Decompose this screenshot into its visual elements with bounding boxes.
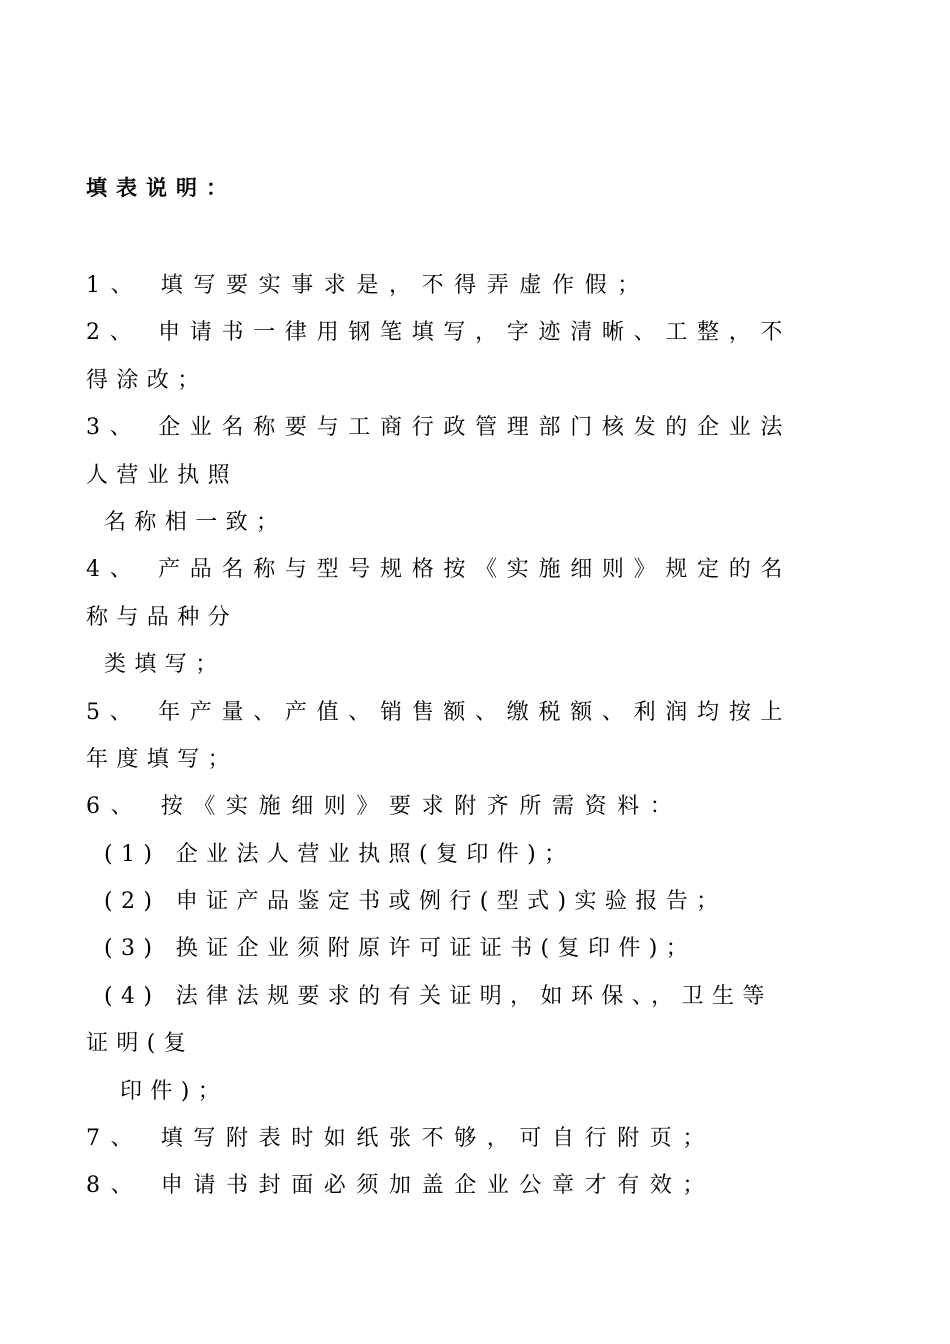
instruction-line-3-cont2: 名称相一致； bbox=[104, 509, 287, 535]
instructions-page bbox=[86, 168, 856, 1210]
instruction-line-2-cont: 得涂改； bbox=[86, 367, 208, 393]
instruction-line-1: 1、 填写要实事求是，不得弄虚作假； bbox=[86, 273, 650, 298]
instructions-heading: 填表说明： bbox=[86, 176, 236, 200]
instruction-line-5: 5、 年产量、产值、销售额、缴税额、利润均按上 bbox=[86, 699, 793, 725]
attachment-item-4-cont2: 印件)； bbox=[120, 1078, 229, 1104]
instruction-line-3-cont: 人营业执照 bbox=[86, 462, 239, 488]
attachment-item-4-cont: 证明(复 bbox=[86, 1031, 195, 1057]
instruction-line-2: 2、 申请书一律用钢笔填写，字迹清晰、工整，不 bbox=[86, 320, 793, 346]
instruction-line-4-cont: 称与品种分 bbox=[86, 604, 239, 630]
instruction-line-6: 6、 按《实施细则》要求附齐所需资料： bbox=[86, 794, 683, 820]
instruction-line-4-cont2: 类填写； bbox=[104, 652, 226, 678]
instruction-line-5-cont: 年度填写； bbox=[86, 746, 239, 772]
instruction-line-7: 7、 填写附表时如纸张不够，可自行附页； bbox=[86, 1126, 715, 1152]
instruction-line-3: 3、 企业名称要与工商行政管理部门核发的企业法 bbox=[86, 415, 793, 441]
attachment-item-4: (4) 法律法规要求的有关证明，如环保、，卫生等 bbox=[104, 983, 773, 1009]
instruction-line-4: 4、 产品名称与型号规格按《实施细则》规定的名 bbox=[86, 557, 793, 583]
attachment-item-3: (3) 换证企业须附原许可证证书(复印件)； bbox=[104, 936, 697, 962]
attachment-item-2: (2) 申证产品鉴定书或例行(型式)实验报告； bbox=[104, 889, 727, 915]
attachment-item-1: (1) 企业法人营业执照(复印件)； bbox=[104, 841, 575, 867]
instruction-line-8: 8、 申请书封面必须加盖企业公章才有效； bbox=[86, 1173, 715, 1199]
